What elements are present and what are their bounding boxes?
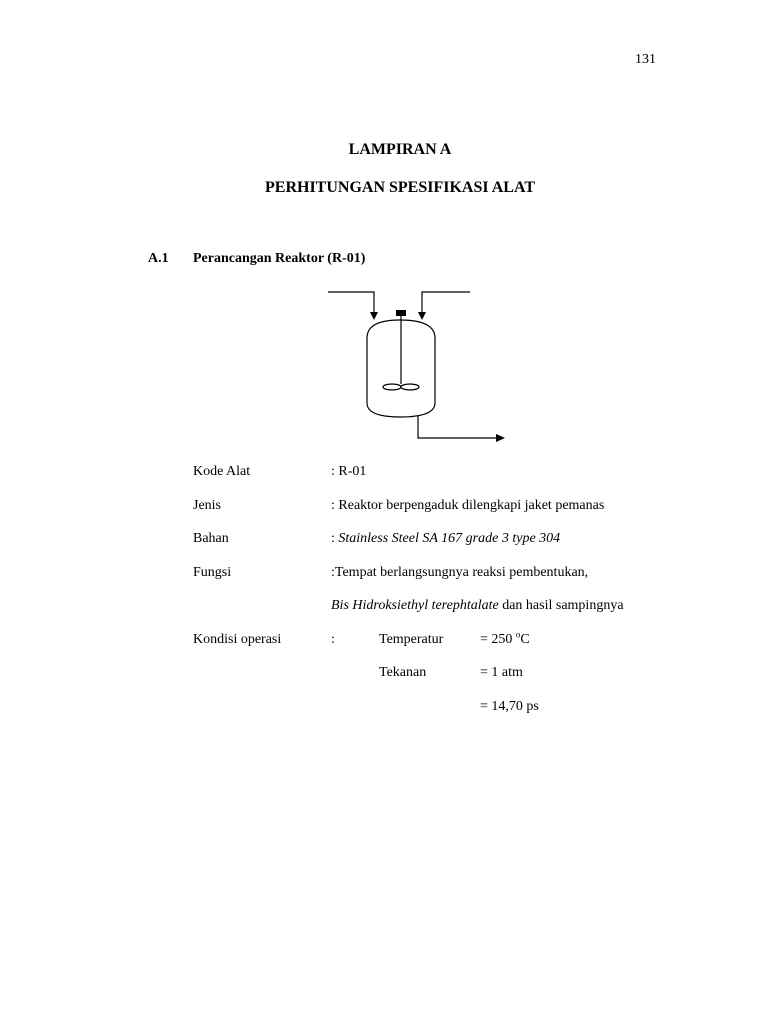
bahan-prefix: : [331,531,339,546]
section-number: A.1 [148,251,169,266]
inlet-arrow-left [370,312,378,320]
kondisi-operasi-label: Kondisi operasi [193,632,282,647]
tekanan-psi-value: = 14,70 ps [480,699,539,714]
fungsi-value-line1: :Tempat berlangsungnya reaksi pembentukan, [331,565,589,580]
outlet-line [418,415,498,438]
page-number: 131 [635,52,656,67]
tekanan-label: Tekanan [379,665,427,680]
agitator-motor [396,310,406,316]
reactor-diagram [320,285,520,450]
jenis-value: : Reaktor berpengaduk dilengkapi jaket pemanas [331,498,605,513]
tekanan-value: = 1 atm [480,665,523,680]
bahan-label: Bahan [193,531,229,546]
appendix-title: LAMPIRAN A [348,141,452,158]
temperatur-number: = 250 [480,632,516,647]
bahan-value [331,531,560,547]
inlet-arrow-right [418,312,426,320]
temperatur-value [480,629,530,648]
temperatur-degree: o [515,629,521,640]
inlet-line-right [422,292,470,312]
outlet-arrow [496,434,505,442]
impeller-blade-right [401,384,419,390]
fungsi-rest: dan hasil sampingnya [498,598,624,613]
temperatur-unit: C [520,632,530,647]
section-title: Perancangan Reaktor (R-01) [193,251,366,266]
appendix-subtitle: PERHITUNGAN SPESIFIKASI ALAT [265,179,535,196]
kondisi-operasi-colon: : [331,632,335,647]
inlet-line-left [328,292,374,312]
fungsi-product: Bis Hidroksiethyl terephtalate [331,598,499,613]
kode-alat-label: Kode Alat [193,464,251,479]
temperatur-label: Temperatur [379,632,444,647]
fungsi-value-line2 [331,598,624,614]
fungsi-label: Fungsi [193,565,232,580]
kode-alat-value: : R-01 [331,464,367,479]
bahan-material: Stainless Steel SA 167 grade 3 type 304 [338,531,561,546]
impeller-blade-left [383,384,401,390]
jenis-label: Jenis [193,498,221,513]
